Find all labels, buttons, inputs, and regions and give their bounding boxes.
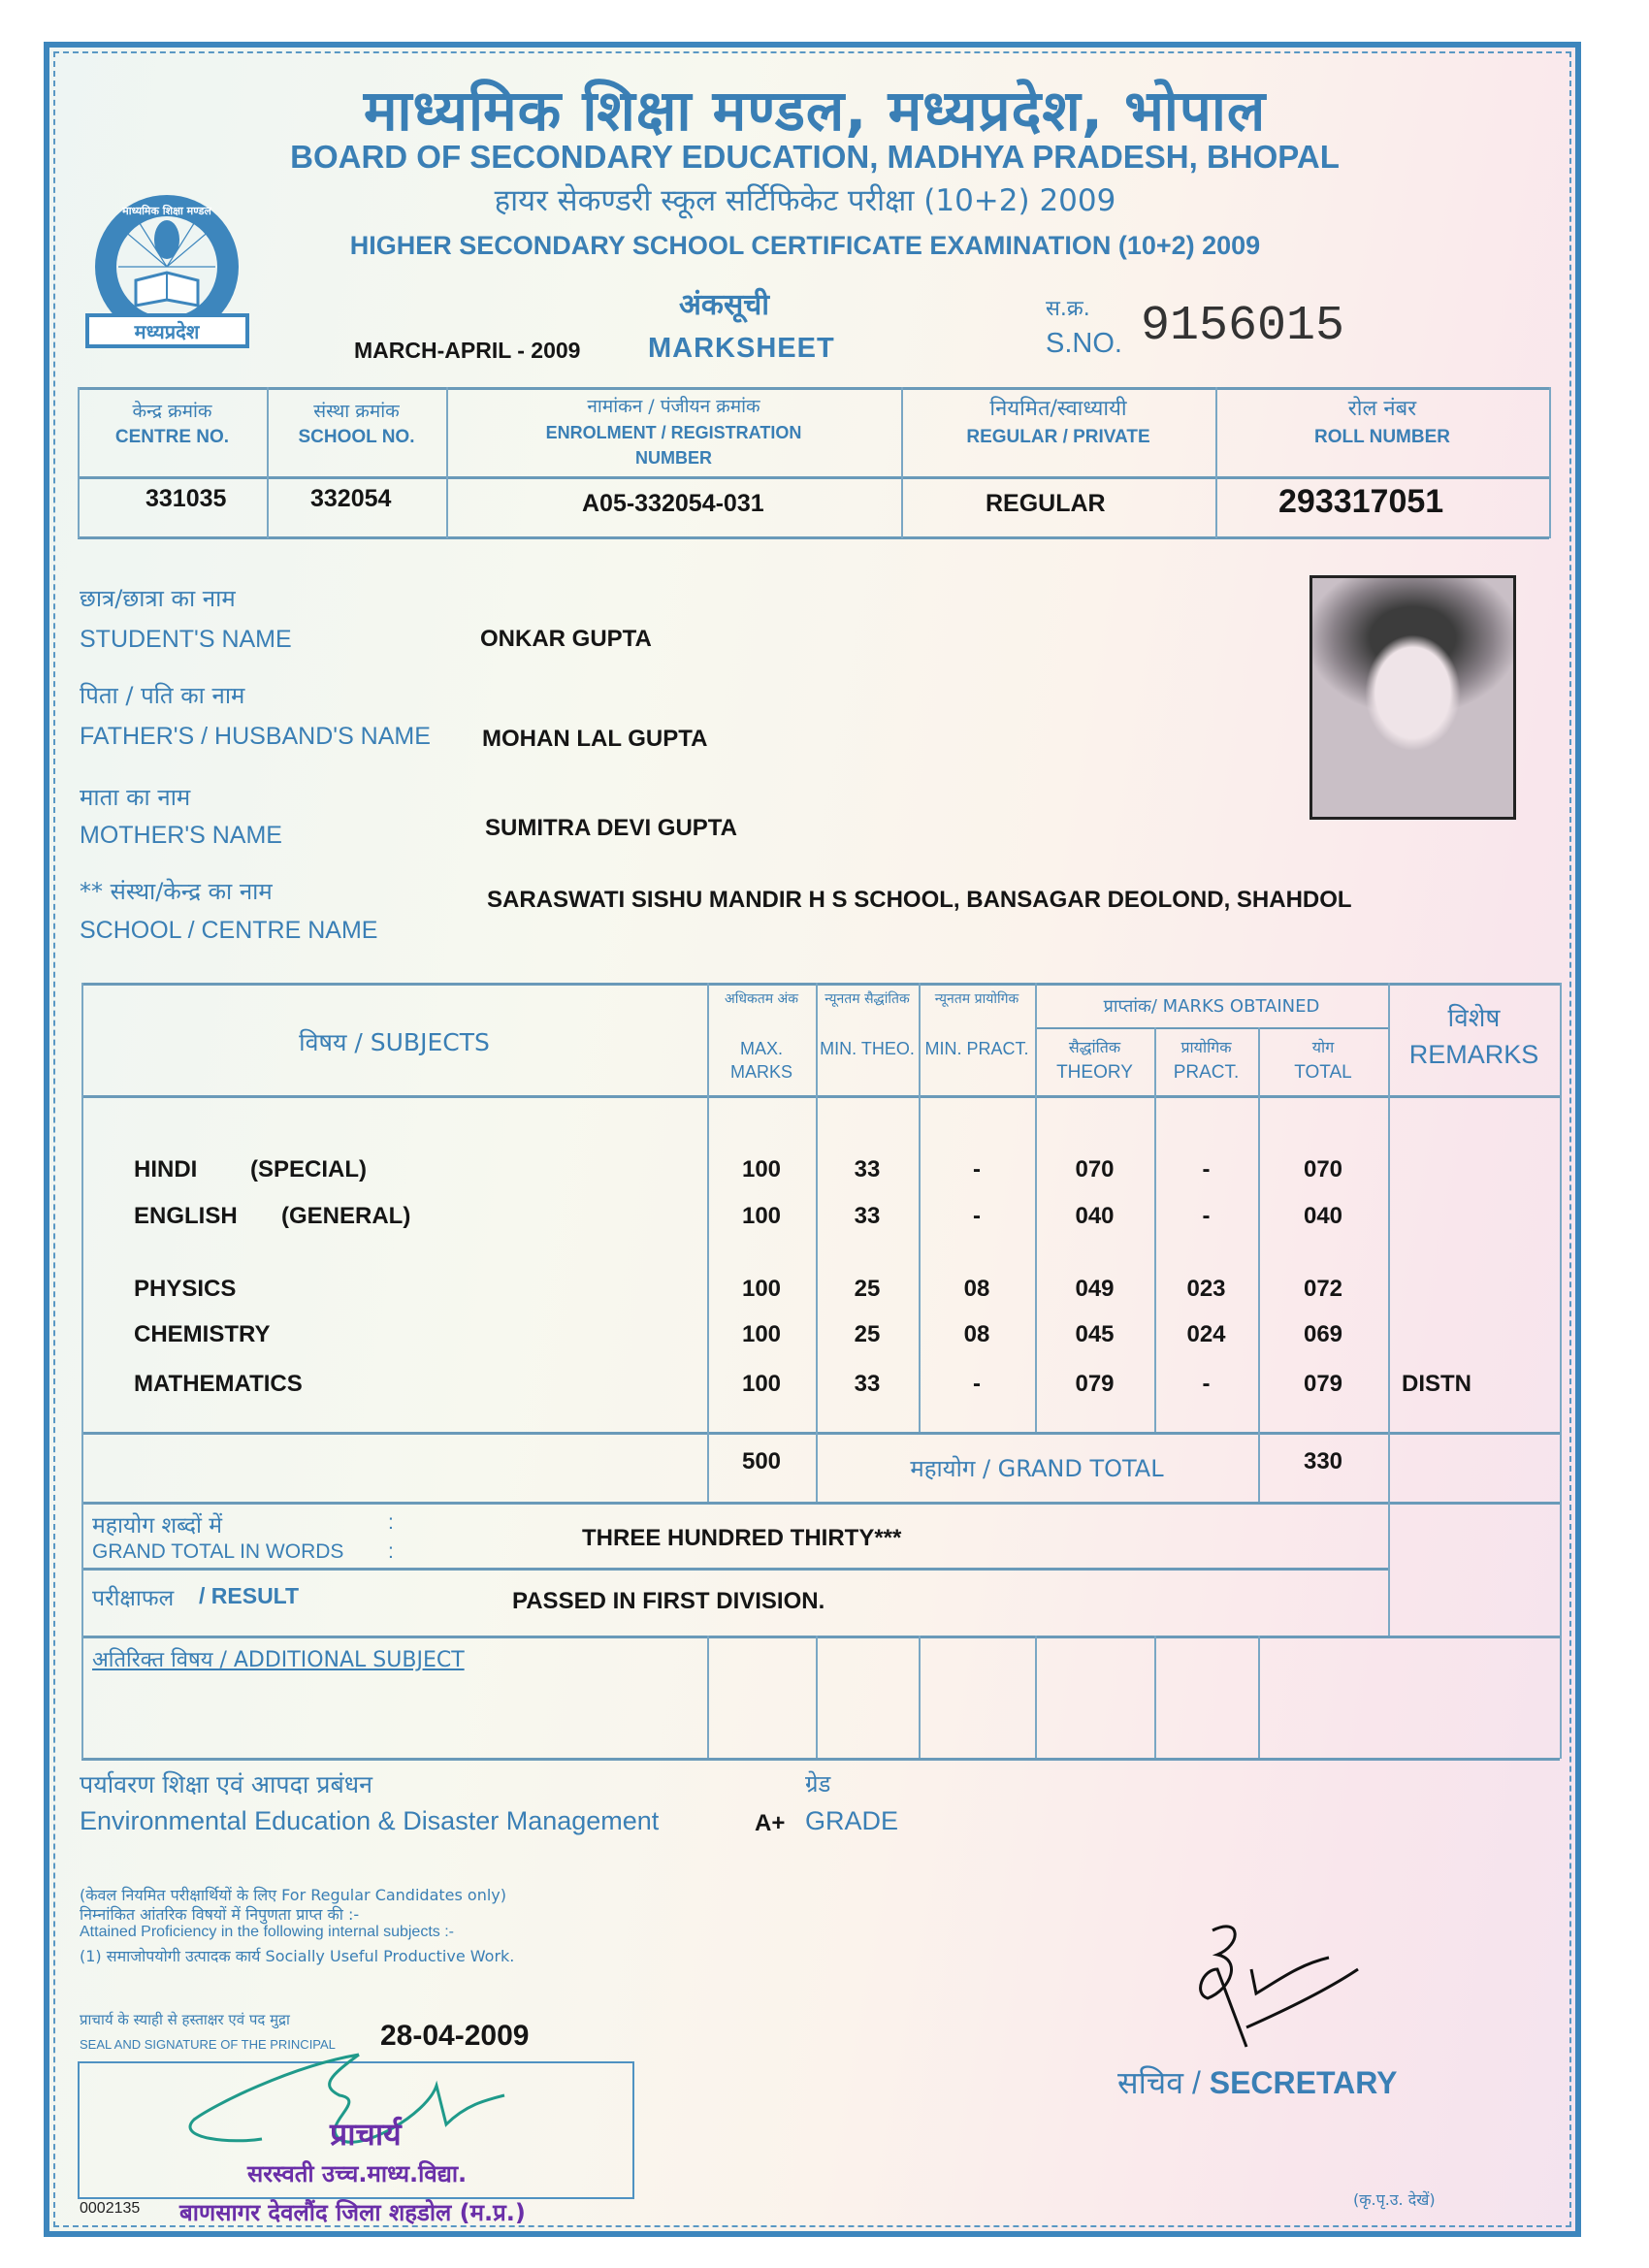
practical-header: PRACT. — [1173, 1062, 1240, 1083]
father-name-label: FATHER'S / HUSBAND'S NAME — [80, 723, 431, 750]
cell-theory: 070 — [1075, 1156, 1115, 1183]
board-logo-icon — [80, 191, 255, 352]
stamp-line-1: सरस्वती उच्च.माध्य.विद्या. — [247, 2160, 468, 2187]
cell-pract: - — [1202, 1156, 1211, 1183]
slash: / — [199, 1583, 211, 1608]
subject-name: PHYSICS — [134, 1276, 237, 1302]
cell-pract: - — [1202, 1203, 1211, 1229]
exam-title-english: HIGHER SECONDARY SCHOOL CERTIFICATE EXAMINATION (10+2) 2009 — [349, 231, 1261, 260]
cell-total: 072 — [1303, 1276, 1343, 1302]
board-title-english: BOARD OF SECONDARY EDUCATION, MADHYA PRADESH, BHOPAL — [290, 139, 1340, 175]
cell-pract: 023 — [1186, 1276, 1226, 1302]
school-name-label-hindi: ** संस्था/केन्द्र का नाम — [80, 878, 273, 905]
student-name: ONKAR GUPTA — [480, 626, 652, 652]
mother-name-label-hindi: माता का नाम — [80, 784, 191, 811]
env-education-label: Environmental Education & Disaster Management — [80, 1806, 660, 1835]
school-name: SARASWATI SISHU MANDIR H S SCHOOL, BANSAGAR DEOLOND, SHAHDOL — [487, 887, 1352, 913]
enrolment-header-line2: NUMBER — [635, 448, 712, 468]
serial-number: 9156015 — [1141, 299, 1345, 354]
cell-total: 040 — [1303, 1203, 1343, 1229]
subject-name: CHEMISTRY — [134, 1321, 271, 1347]
cell-remarks: DISTN — [1402, 1371, 1471, 1397]
subject-name: HINDI — [134, 1156, 198, 1183]
practical-header-hindi: प्रायोगिक — [1180, 1038, 1232, 1056]
cell-min-pract: 08 — [963, 1276, 990, 1302]
cell-min-pract: 08 — [963, 1321, 990, 1347]
cell-theory: 045 — [1075, 1321, 1115, 1347]
result-label-hindi: परीक्षाफल — [92, 1586, 175, 1611]
total-words-label: GRAND TOTAL IN WORDS — [92, 1540, 344, 1563]
env-grade-value: A+ — [755, 1810, 786, 1836]
secretary-label — [1117, 2061, 1398, 2103]
enrolment-header: ENROLMENT / REGISTRATION — [545, 423, 802, 442]
cell-total: 070 — [1303, 1156, 1343, 1183]
cell-theory: 049 — [1075, 1276, 1115, 1302]
centre-no-value: 331035 — [146, 485, 227, 512]
proficiency-note-hindi: निम्नांकित आंतरिक विषयों में निपुणता प्राप्त की :- — [80, 1905, 360, 1924]
min-theory-header-hindi: न्यूनतम सैद्धांतिक — [824, 991, 910, 1007]
serial-number-label-hindi: स.क्र. — [1046, 297, 1090, 321]
father-name: MOHAN LAL GUPTA — [482, 726, 708, 752]
roll-number-value: 293317051 — [1278, 483, 1444, 520]
student-photo — [1310, 575, 1516, 820]
issue-date: 28-04-2009 — [380, 2020, 530, 2052]
subjects-header: विषय / SUBJECTS — [299, 1028, 490, 1056]
regular-private-value: REGULAR — [986, 490, 1106, 517]
subject-name: ENGLISH — [134, 1203, 238, 1229]
grand-total-max: 500 — [741, 1448, 782, 1474]
school-no-header: SCHOOL NO. — [298, 427, 415, 447]
theory-header: THEORY — [1056, 1062, 1133, 1083]
supw-note: (1) समाजोपयोगी उत्पादक कार्य Socially Useful Productive Work. — [80, 1947, 515, 1965]
cell-max: 100 — [741, 1203, 782, 1229]
mother-name: SUMITRA DEVI GUPTA — [485, 815, 738, 841]
secretary-label-hindi: सचिव — [1117, 2064, 1184, 2101]
logo-label: मध्यप्रदेश — [134, 320, 200, 343]
result-label — [199, 1583, 299, 1609]
school-name-label: SCHOOL / CENTRE NAME — [80, 917, 378, 944]
regular-candidates-note: (केवल नियमित परीक्षार्थियों के लिए For Regular Candidates only) — [80, 1886, 506, 1904]
additional-subject-label: अतिरिक्त विषय / ADDITIONAL SUBJECT — [92, 1648, 465, 1672]
roll-number-header: ROLL NUMBER — [1313, 427, 1451, 447]
remarks-header: REMARKS — [1408, 1040, 1539, 1069]
result-label-text: RESULT — [210, 1583, 300, 1608]
enrolment-value: A05-332054-031 — [582, 490, 764, 517]
subject-type: (GENERAL) — [281, 1203, 411, 1229]
regular-private-header: REGULAR / PRIVATE — [966, 427, 1150, 447]
cell-max: 100 — [741, 1371, 782, 1397]
proficiency-note: Attained Proficiency in the following internal subjects :- — [80, 1924, 454, 1940]
student-name-label: STUDENT'S NAME — [80, 626, 292, 653]
cell-total: 069 — [1303, 1321, 1343, 1347]
theory-header-hindi: सैद्धांतिक — [1068, 1038, 1121, 1056]
exam-session: MARCH-APRIL - 2009 — [354, 338, 581, 363]
regular-private-header-hindi: नियमित/स्वाध्यायी — [989, 397, 1127, 421]
cell-min-theo: 25 — [854, 1321, 881, 1347]
school-no-value: 332054 — [310, 485, 392, 512]
grade-label: GRADE — [805, 1806, 899, 1835]
grand-total-value: 330 — [1303, 1448, 1343, 1474]
remarks-header-hindi: विशेष — [1447, 1004, 1501, 1033]
max-marks-header: MAX. MARKS — [729, 1039, 792, 1082]
board-title-hindi: माध्यमिक शिक्षा मण्डल, मध्यप्रदेश, भोपाल — [363, 78, 1267, 144]
stamp-title: प्राचार्य — [330, 2116, 402, 2153]
centre-no-header: CENTRE NO. — [114, 427, 230, 447]
total-words-value: THREE HUNDRED THIRTY*** — [582, 1525, 902, 1551]
result-value: PASSED IN FIRST DIVISION. — [512, 1588, 825, 1614]
total-words-label-hindi: महायोग शब्दों में — [92, 1513, 223, 1539]
secretary-label-english: SECRETARY — [1209, 2065, 1398, 2100]
min-theory-header: MIN. THEO. — [820, 1039, 915, 1058]
cell-min-theo: 33 — [854, 1156, 881, 1183]
exam-title-hindi: हायर सेकण्डरी स्कूल सर्टिफिकेट परीक्षा (10+2) 2009 — [494, 183, 1116, 218]
min-practical-header-hindi: न्यूनतम प्रायोगिक — [934, 991, 1019, 1007]
cell-total: 079 — [1303, 1371, 1343, 1397]
cell-pract: 024 — [1186, 1321, 1226, 1347]
colon: : — [388, 1540, 394, 1563]
stamp-line-2: बाणसागर देवलौंद जिला शहडोल (म.प्र.) — [179, 2199, 526, 2226]
cell-min-theo: 33 — [854, 1203, 881, 1229]
student-name-label-hindi: छात्र/छात्रा का नाम — [80, 585, 236, 612]
cell-theory: 079 — [1075, 1371, 1115, 1397]
document-serial: 0002135 — [80, 2200, 141, 2217]
cell-max: 100 — [741, 1156, 782, 1183]
roll-number-header-hindi: रोल नंबर — [1347, 397, 1417, 421]
father-name-label-hindi: पिता / पति का नाम — [80, 682, 245, 709]
marksheet-title: MARKSHEET — [648, 333, 835, 364]
cell-min-theo: 33 — [854, 1371, 881, 1397]
enrolment-header-hindi: नामांकन / पंजीयन क्रमांक — [587, 396, 760, 417]
cell-pract: - — [1202, 1371, 1211, 1397]
cell-min-pract: - — [973, 1203, 981, 1229]
school-no-header-hindi: संस्था क्रमांक — [313, 401, 400, 422]
cell-theory: 040 — [1075, 1203, 1115, 1229]
centre-no-header-hindi: केन्द्र क्रमांक — [132, 401, 212, 422]
env-education-label-hindi: पर्यावरण शिक्षा एवं आपदा प्रबंधन — [80, 1770, 373, 1798]
principal-signature-label-hindi: प्राचार्य के स्याही से हस्ताक्षर एवं पद मुद्रा — [80, 2011, 290, 2028]
cell-min-pract: - — [973, 1371, 981, 1397]
serial-number-label: S.NO. — [1046, 328, 1122, 359]
logo-ring-text: माध्यमिक शिक्षा मण्डल — [122, 205, 211, 217]
cell-max: 100 — [741, 1321, 782, 1347]
grand-total-label: महायोग / GRAND TOTAL — [910, 1455, 1164, 1482]
grade-label-hindi: ग्रेड — [805, 1770, 831, 1798]
colon: : — [388, 1511, 394, 1534]
marks-obtained-header: प्राप्तांक/ MARKS OBTAINED — [1103, 996, 1320, 1017]
cell-min-theo: 25 — [854, 1276, 881, 1302]
marksheet-title-hindi: अंकसूची — [679, 288, 770, 322]
slash: / — [1183, 2065, 1210, 2100]
subject-type: (SPECIAL) — [250, 1156, 367, 1183]
cell-min-pract: - — [973, 1156, 981, 1183]
pto-note: (कृ.पृ.उ. देखें) — [1353, 2190, 1436, 2209]
min-practical-header: MIN. PRACT. — [924, 1039, 1029, 1058]
secretary-signature-icon — [1174, 1911, 1387, 2057]
mother-name-label: MOTHER'S NAME — [80, 822, 282, 849]
max-marks-header-hindi: अधिकतम अंक — [725, 991, 798, 1007]
principal-signature-label: SEAL AND SIGNATURE OF THE PRINCIPAL — [80, 2037, 336, 2052]
total-header-hindi: योग — [1311, 1038, 1335, 1056]
cell-max: 100 — [741, 1276, 782, 1302]
total-header: TOTAL — [1294, 1062, 1352, 1083]
subject-name: MATHEMATICS — [134, 1371, 303, 1397]
